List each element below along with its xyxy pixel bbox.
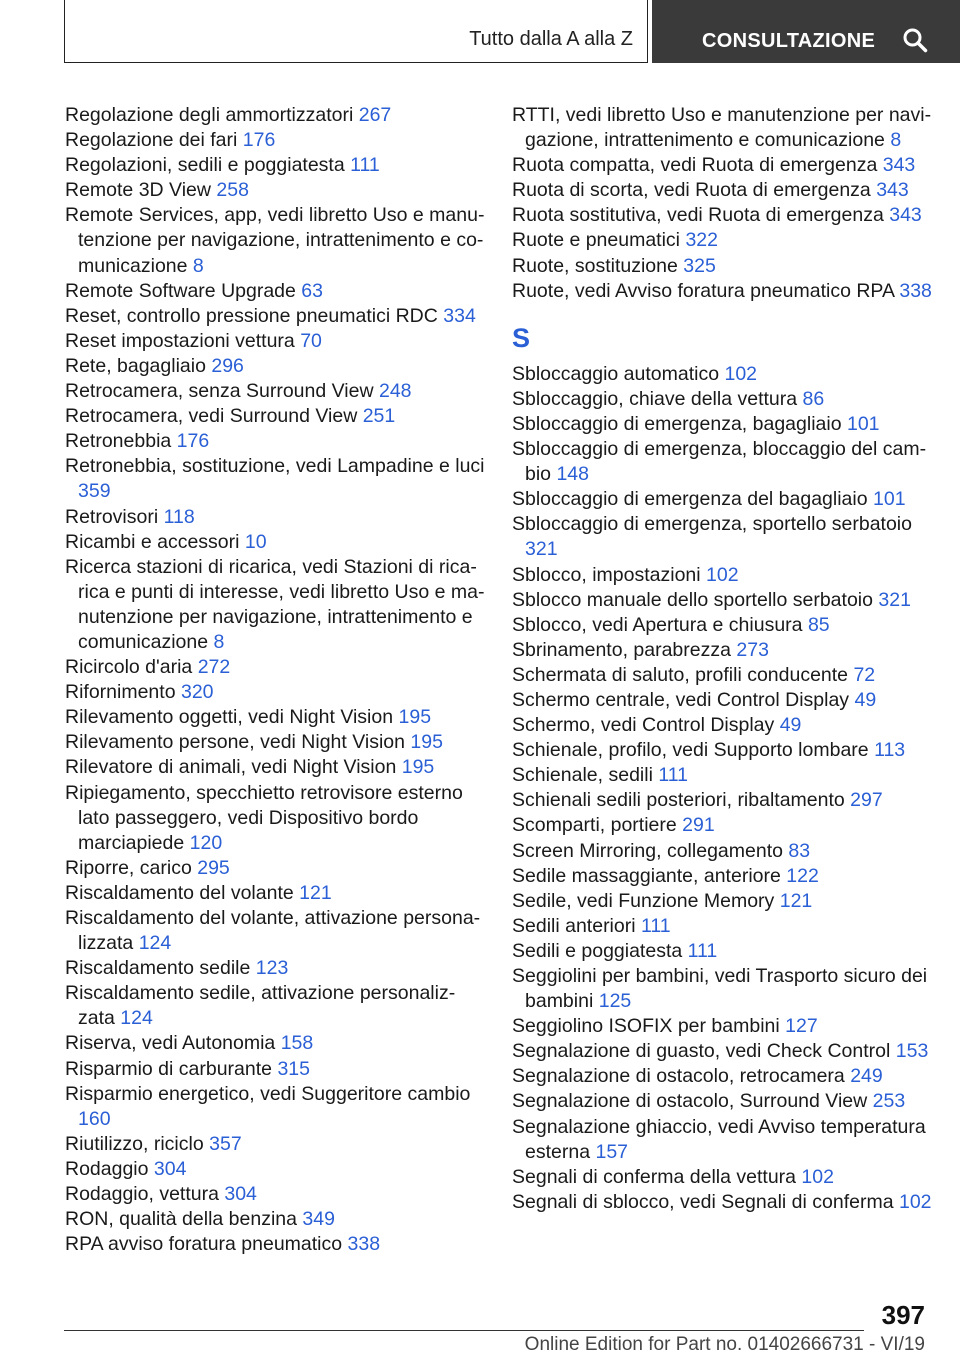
page-link[interactable]: 349 [302, 1208, 335, 1231]
entry-text: Ruota di scorta, vedi Ruota di emergenza [512, 179, 871, 202]
entry-text: Rodaggio [65, 1157, 149, 1180]
page-link[interactable]: 160 [78, 1107, 111, 1130]
index-entry [512, 178, 932, 203]
page-link[interactable]: 267 [358, 104, 392, 126]
index-group-s [512, 362, 932, 1215]
page-link[interactable]: 123 [255, 957, 289, 980]
page-link[interactable]: 195 [401, 756, 435, 779]
index-entry [512, 964, 932, 1014]
index-entry [65, 1057, 485, 1082]
entry-text: Rifornimento [65, 681, 176, 704]
entry-text: Riserva, vedi Autonomia [65, 1032, 276, 1055]
entry-text: Retronebbia, sostituzione, vedi Lampadine e luci [65, 455, 485, 478]
entry-text: Ricambi e accessori [65, 530, 240, 553]
index-entry [65, 730, 485, 755]
index-entry [65, 981, 485, 1031]
entry-text: Risparmio energetico, vedi Suggeritore cambio [65, 1082, 471, 1105]
entry-text: Segnalazione ghiaccio, vedi Avviso temperatura esterna [512, 1115, 926, 1163]
index-entry [512, 412, 932, 437]
entry-text: RPA avviso foratura pneumatico [65, 1233, 343, 1256]
entry-text: Schermata di saluto, profili conducente [512, 663, 849, 686]
page-link[interactable]: 157 [595, 1140, 629, 1163]
page-link[interactable]: 85 [807, 613, 830, 636]
index-entry [512, 279, 932, 304]
entry-text: Ricerca stazioni di ricarica, vedi Stazioni di ricarica e punti di interesse, vedi libretto Uso e manutenzione per navigazione, intrattenimento e comunicazione [65, 555, 485, 653]
page-link[interactable]: 343 [889, 204, 922, 227]
page-link[interactable]: 251 [362, 405, 396, 428]
index-entry [65, 354, 485, 379]
entry-text: Rilevamento persone, vedi Night Vision [65, 731, 405, 754]
entry-text: Riutilizzo, riciclo [65, 1132, 204, 1155]
page-link[interactable]: 338 [899, 279, 932, 302]
entry-text: Ruote e pneumatici [512, 229, 681, 252]
index-entry [65, 1232, 485, 1257]
index-entry [65, 153, 485, 178]
page-link[interactable]: 8 [213, 630, 225, 653]
entry-text: Sedile, vedi Funzione Memory [512, 889, 775, 912]
index-group-r [512, 103, 932, 304]
page-link[interactable]: 8 [890, 129, 902, 152]
index-entry [512, 738, 932, 763]
index-entry [65, 705, 485, 730]
entry-text: Screen Mirroring, collegamento [512, 839, 783, 862]
index-entry [512, 889, 932, 914]
index-entry [65, 530, 485, 555]
entry-text: Segnalazione di ostacolo, Surround View [512, 1090, 868, 1113]
page-link[interactable]: 296 [211, 354, 244, 377]
page-link[interactable]: 304 [153, 1157, 187, 1180]
section-letter: S [512, 322, 531, 353]
page-link[interactable]: 273 [736, 638, 769, 661]
entry-text: Reset, controllo pressione pneumatici RDC [65, 304, 438, 327]
page-link[interactable]: 315 [277, 1057, 310, 1080]
index-entry [512, 588, 932, 613]
index-entry [65, 1182, 485, 1207]
page-link[interactable]: 111 [640, 914, 671, 937]
index-entry [512, 613, 932, 638]
page-link[interactable]: 343 [876, 179, 909, 202]
index-entry [512, 487, 932, 512]
page-link[interactable]: 8 [192, 254, 204, 277]
page-link[interactable]: 102 [801, 1165, 834, 1188]
index-entry [512, 1190, 932, 1215]
index-entry [65, 555, 485, 655]
index-entry [512, 864, 932, 889]
entry-text: Sedili e poggiatesta [512, 939, 683, 962]
entry-text: Sbloccaggio di emergenza, sportello serbatoio [512, 513, 912, 536]
index-entry [65, 1207, 485, 1232]
page-link[interactable]: 122 [786, 864, 819, 887]
index-entry [512, 939, 932, 964]
index-entry [512, 228, 932, 253]
header-section-box [64, 0, 648, 63]
index-entry [512, 1039, 932, 1064]
index-entry [65, 956, 485, 981]
page-number: 397 [881, 1300, 925, 1330]
index-entry [512, 362, 932, 387]
entry-text: Segnali di conferma della vettura [512, 1165, 796, 1188]
index-entry [512, 713, 932, 738]
index-entry [65, 128, 485, 153]
page-link[interactable]: 176 [242, 129, 276, 152]
page-link[interactable]: 297 [850, 789, 883, 812]
entry-text: Sbrinamento, parabrezza [512, 638, 731, 661]
entry-text: Retrocamera, vedi Surround View [65, 405, 358, 428]
index-column-right [512, 103, 932, 1215]
entry-text: Segnalazione di guasto, vedi Check Control [512, 1040, 891, 1063]
page-link[interactable]: 121 [779, 889, 813, 912]
page-link[interactable]: 343 [882, 154, 916, 177]
page-link[interactable]: 10 [244, 530, 267, 553]
index-entry [65, 1031, 485, 1056]
entry-text: Retronebbia [65, 430, 172, 453]
page-link[interactable]: 113 [874, 739, 906, 762]
entry-text: Rilevatore di animali, vedi Night Vision [65, 756, 397, 779]
page-link[interactable]: 125 [598, 990, 632, 1013]
page-link[interactable]: 49 [854, 688, 877, 711]
header-title-box[interactable] [652, 0, 960, 63]
index-entry [65, 655, 485, 680]
entry-text: Sbloccaggio automatico [512, 362, 720, 385]
entry-text: Risparmio di carburante [65, 1057, 273, 1080]
entry-text: Riscaldamento del volante [65, 881, 294, 904]
section-label: Tutto dalla A alla Z [469, 28, 633, 50]
footer-edition: Online Edition for Part no. 01402666731 - VI/19 [524, 1334, 925, 1355]
page-link[interactable]: 124 [138, 932, 172, 955]
page-link[interactable]: 258 [216, 179, 249, 202]
entry-text: Sblocco manuale dello sportello serbatoio [512, 588, 873, 611]
entry-text: Sbloccaggio di emergenza, bagagliaio [512, 412, 842, 435]
entry-text: Rete, bagagliaio [65, 354, 206, 377]
index-entry [512, 1115, 932, 1165]
entry-text: Regolazione dei fari [65, 129, 238, 152]
entry-text: Remote Services, app, vedi libretto Uso e manutenzione per navigazione, intrattenimento e comunicazione [65, 204, 485, 277]
index-entry [512, 387, 932, 412]
entry-text: Rilevamento oggetti, vedi Night Vision [65, 706, 394, 729]
index-entry [512, 254, 932, 279]
index-entry [512, 763, 932, 788]
index-entry [65, 1157, 485, 1182]
entry-text: Segnalazione di ostacolo, retrocamera [512, 1065, 845, 1088]
entry-text: Schienali sedili posteriori, ribaltamento [512, 789, 845, 812]
index-entry [512, 563, 932, 588]
index-entry [512, 1014, 932, 1039]
index-entry [512, 103, 932, 153]
page-link[interactable]: 124 [120, 1007, 153, 1030]
header-title: CONSULTAZIONE [702, 30, 876, 52]
entry-text: Schienale, profilo, vedi Supporto lombare [512, 739, 869, 762]
page-link[interactable]: 111 [687, 939, 718, 962]
index-entry [65, 1132, 485, 1157]
index-entry [65, 379, 485, 404]
page-link[interactable]: 111 [658, 764, 688, 787]
page-link[interactable]: 248 [378, 380, 412, 403]
entry-text: Riporre, carico [65, 856, 192, 879]
entry-text: Ruote, sostituzione [512, 254, 678, 277]
page-link[interactable]: 357 [209, 1132, 242, 1155]
page-link[interactable]: 102 [898, 1190, 932, 1213]
entry-text: Riscaldamento del volante, attivazione personalizzata [65, 907, 481, 955]
entry-text: Retrocamera, senza Surround View [65, 380, 374, 403]
page-link[interactable]: 118 [163, 505, 195, 528]
entry-text: Sbloccaggio di emergenza, bloccaggio del cambio [512, 438, 927, 486]
index-entry [512, 663, 932, 688]
page-link[interactable]: 304 [224, 1183, 257, 1206]
page-link[interactable]: 176 [176, 430, 210, 453]
page-link[interactable]: 101 [846, 412, 880, 435]
page-link[interactable]: 195 [410, 731, 443, 754]
index-entry [65, 404, 485, 429]
page-link[interactable]: 321 [525, 538, 558, 561]
page-link[interactable]: 253 [872, 1090, 906, 1113]
index-entry [512, 437, 932, 487]
page-link[interactable]: 120 [189, 831, 223, 854]
page-link[interactable]: 86 [802, 387, 825, 410]
entry-text: Ruota sostitutiva, vedi Ruota di emergenza [512, 204, 884, 227]
index-entry [65, 454, 485, 504]
entry-text: Schermo, vedi Control Display [512, 714, 775, 737]
entry-text: Riscaldamento sedile [65, 957, 251, 980]
entry-text: Ruote, vedi Avviso foratura pneumatico RPA [512, 279, 894, 302]
entry-text: Sbloccaggio, chiave della vettura [512, 387, 798, 410]
entry-text: Retrovisori [65, 505, 159, 528]
page-link[interactable]: 49 [779, 714, 802, 737]
entry-text: Riscaldamento sedile, attivazione personalizzata [65, 982, 456, 1030]
index-entry [512, 512, 932, 562]
index-entry [512, 153, 932, 178]
index-entry [512, 638, 932, 663]
index-entry [512, 914, 932, 939]
page-link[interactable]: 320 [180, 681, 214, 704]
index-entry [512, 688, 932, 713]
page-link[interactable]: 359 [78, 480, 111, 503]
page-link[interactable]: 111 [350, 154, 380, 177]
page-link[interactable]: 153 [895, 1040, 929, 1063]
entry-text: Sbloccaggio di emergenza del bagagliaio [512, 488, 868, 511]
page-link[interactable]: 102 [706, 563, 739, 586]
page-link[interactable]: 321 [878, 588, 911, 611]
page-link[interactable]: 322 [685, 229, 718, 252]
entry-text: Seggiolino ISOFIX per bambini [512, 1015, 780, 1038]
page-link[interactable]: 121 [299, 881, 332, 904]
page-link[interactable]: 63 [301, 279, 323, 302]
index-entry [512, 203, 932, 228]
entry-text: Seggiolini per bambini, vedi Trasporto sicuro dei bambini [512, 965, 928, 1013]
page-link[interactable]: 127 [785, 1015, 818, 1038]
entry-text: Ricircolo d'aria [65, 656, 193, 679]
entry-text: Sedile massaggiante, anteriore [512, 864, 781, 887]
entry-text: Scomparti, portiere [512, 814, 677, 837]
page-link[interactable]: 291 [682, 814, 715, 837]
page-link[interactable]: 70 [300, 329, 322, 352]
entry-text: Ripiegamento, specchietto retrovisore esterno lato passeggero, vedi Dispositivo bordo marciapiede [65, 781, 463, 854]
index-entry [65, 178, 485, 203]
index-entry [65, 304, 485, 329]
page-header [64, 0, 960, 65]
index-entry [65, 755, 485, 780]
index-entry [65, 906, 485, 956]
entry-text: Segnali di sblocco, vedi Segnali di conferma [512, 1190, 894, 1213]
page-link[interactable]: 72 [853, 663, 876, 686]
index-entry [512, 788, 932, 813]
entry-text: Sblocco, vedi Apertura e chiusura [512, 613, 803, 636]
entry-text: Remote 3D View [65, 179, 211, 202]
page-link[interactable]: 334 [443, 304, 476, 327]
page-link[interactable]: 295 [197, 856, 230, 879]
index-entry [65, 680, 485, 705]
entry-text: Sblocco, impostazioni [512, 563, 701, 586]
footer-divider [64, 1330, 864, 1331]
index-entry [65, 1082, 485, 1132]
index-entry [512, 839, 932, 864]
entry-text: Schienale, sedili [512, 764, 653, 787]
page-link[interactable]: 338 [347, 1233, 381, 1256]
entry-text: Remote Software Upgrade [65, 279, 296, 302]
page-link[interactable]: 158 [280, 1032, 314, 1055]
index-entry [65, 505, 485, 530]
entry-text: Regolazione degli ammortizzatori [65, 104, 354, 126]
page-link[interactable]: 249 [850, 1065, 883, 1088]
entry-text: RON, qualità della benzina [65, 1208, 297, 1231]
entry-text: Rodaggio, vettura [65, 1183, 219, 1206]
page-link[interactable]: 272 [197, 656, 231, 679]
index-entry [65, 279, 485, 304]
index-entry [65, 329, 485, 354]
page-link[interactable]: 102 [724, 362, 758, 385]
index-entry [512, 813, 932, 838]
entry-text: Reset impostazioni vettura [65, 329, 295, 352]
page-link[interactable]: 148 [556, 463, 589, 486]
entry-text: Ruota compatta, vedi Ruota di emergenza [512, 154, 878, 177]
search-icon[interactable] [902, 27, 928, 53]
index-entry [65, 203, 485, 278]
entry-text: Schermo centrale, vedi Control Display [512, 688, 850, 711]
page-link[interactable]: 195 [398, 706, 432, 729]
index-entry [512, 1089, 932, 1114]
entry-text: Sedili anteriori [512, 914, 636, 937]
index-entry [65, 103, 485, 128]
page-link[interactable]: 325 [683, 254, 716, 277]
entry-text: RTTI, vedi libretto Uso e manutenzione per navigazione, intrattenimento e comunicazione [512, 104, 932, 152]
index-column-left [65, 103, 485, 1257]
index-entry [512, 1064, 932, 1089]
entry-text: Regolazioni, sedili e poggiatesta [65, 154, 345, 177]
index-entry [512, 1165, 932, 1190]
page-link[interactable]: 83 [788, 839, 811, 862]
index-entry [65, 856, 485, 881]
index-entry [65, 429, 485, 454]
page-link[interactable]: 101 [873, 488, 906, 511]
index-entry [65, 781, 485, 856]
index-entry [65, 881, 485, 906]
